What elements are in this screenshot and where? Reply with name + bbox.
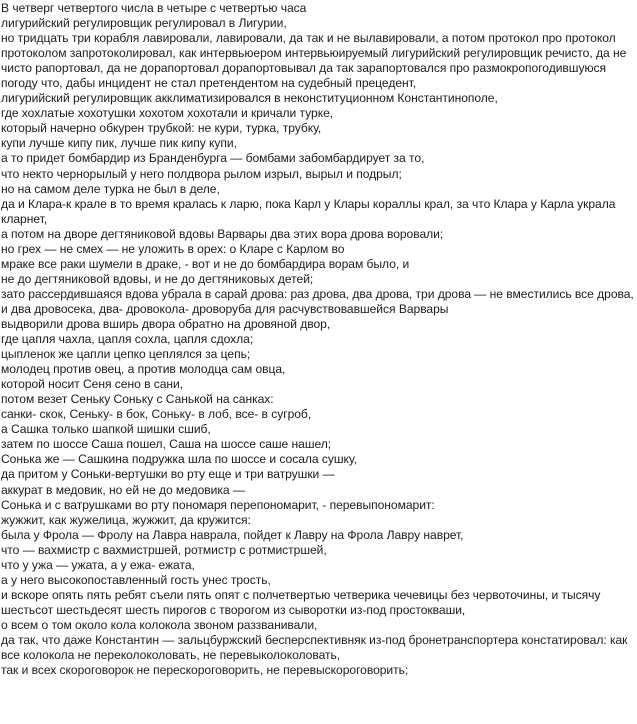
text-line: и вскоре опять пять ребят съели пять опят с полчетвертью четверика чечевицы без червоточины, и тысячу шестьсот шестьдесят шесть пирогов с творогом из сыворотки из-под простокваши, bbox=[1, 587, 604, 617]
text-line: а у него высокопоставленный гость унес трость, bbox=[1, 572, 271, 587]
text-line: мраке все раки шумели в драке, - вот и не до бомбардира ворам было, и bbox=[1, 256, 410, 271]
text-line: выдворили дрова вширь двора обратно на дровяной двор, bbox=[1, 316, 331, 331]
text-line: а потом на дворе дегтяниковой вдовы Варвары два этих вора дрова воровали; bbox=[1, 226, 444, 241]
text-line: потом везет Сеньку Соньку с Санькой на санках: bbox=[1, 392, 274, 407]
text-line: санки- скок, Сеньку- в бок, Соньку- в лоб, все- в сугроб, bbox=[1, 407, 312, 422]
text-line: что у ужа — ужата, а у ежа- ежата, bbox=[1, 557, 195, 572]
text-line: да так, что даже Константин — зальцбуржский бесперспективняк из-под бронетранспортера констатировал: как все колокола не переколоколовать, не перевыколоколовать, bbox=[1, 632, 631, 663]
text-line: но грех — не смех — не уложить в орех: о Кларе с Карлом во bbox=[1, 241, 345, 256]
text-line: так и всех скороговорок не перескороговорить, не перевыскороговорить; bbox=[1, 663, 409, 678]
text-line: лигурийский регулировщик регулировал в Лигурии, bbox=[1, 16, 287, 31]
text-line: а Сашка только шапкой шишки сшиб, bbox=[1, 422, 211, 437]
text-line: затем по шоссе Саша пошел, Саша на шоссе саше нашел; bbox=[1, 437, 332, 452]
text-line: что — вахмистр с вахмистршей, ротмистр с ротмистршей, bbox=[1, 542, 327, 557]
text-line: да притом у Соньки-вертушки во рту еще и три ватрушки — bbox=[1, 467, 335, 482]
text-line: лигурийский регулировщик акклиматизировался в неконституционном Константинополе, bbox=[1, 91, 498, 106]
text-line: купи лучше кипу пик, лучше пик кипу купи, bbox=[1, 136, 237, 151]
text-line: где цапля чахла, цапля сохла, цапля сдохла; bbox=[1, 332, 254, 347]
text-line: жужжит, как жужелица, жужжит, да кружится: bbox=[1, 512, 251, 527]
text-line: что некто чернорылый у него полдвора рылом изрыл, вырыл и подрыл; bbox=[1, 166, 402, 181]
text-line: цыпленок же цапли цепко цеплялся за цепь; bbox=[1, 347, 251, 362]
text-line: но на самом деле турка не был в деле, bbox=[1, 181, 220, 196]
text-line: молодец против овец, а против молодца сам овца, bbox=[1, 362, 286, 377]
text-line: зато рассердившаяся вдова убрала в сарай дрова: раз дрова, два дрова, три дрова — не вместились все дрова, bbox=[1, 286, 634, 301]
text-line: и два дровосека, два- дровокола- дроворуба для расчувствовавшейся Варвары bbox=[1, 301, 449, 316]
text-line: которой носит Сеня сено в сани, bbox=[1, 377, 184, 392]
text-line: аккурат в медовик, но ей не до медовика — bbox=[1, 482, 245, 497]
text-line: не до дегтяниковой вдовы, и не до дегтяниковых детей; bbox=[1, 271, 314, 286]
text-line: о всем о том около кола колокола звоном раззванивали, bbox=[1, 617, 318, 632]
text-line: Сонька же — Сашкина подружка шла по шоссе и сосала сушку, bbox=[1, 452, 357, 467]
text-line: В четверг четвертого числа в четыре с четвертью часа bbox=[1, 1, 307, 15]
text-line: Сонька и с ватрушками во рту пономаря перепономарит, - перевыпономарит: bbox=[1, 497, 435, 512]
text-line: который начерно обкурен трубкой: не кури, турка, трубку, bbox=[1, 121, 322, 136]
text-line: где хохлатые хохотушки хохотом хохотали и кричали турке, bbox=[1, 106, 334, 121]
text-line: но тридцать три корабля лавировали, лавировали, да так и не вылавировали, а потом протокол про протокол протоколом запротоколировал, как интервьюером интервьюируемый лигурийский регулировщик речисто, да не чисто рапортовал, да не дорапортовал дорапортовывал да так зарапортовался про размокропогодившуюся погоду что, дабы инцидент не стал претендентом на судебный прецедент, bbox=[1, 31, 630, 91]
text-line: была у Фрола — Фролу на Лавра наврала, пойдет к Лавру на Фрола Лавру наврет, bbox=[1, 527, 464, 542]
text-line: а то придет бомбардир из Бранденбурга — бомбами забомбардирует за то, bbox=[1, 151, 425, 166]
text-line: да и Клара-к крале в то время кралась к ларю, пока Карл у Клары кораллы крал, за что Клара у Карла украла кларнет, bbox=[1, 196, 619, 226]
